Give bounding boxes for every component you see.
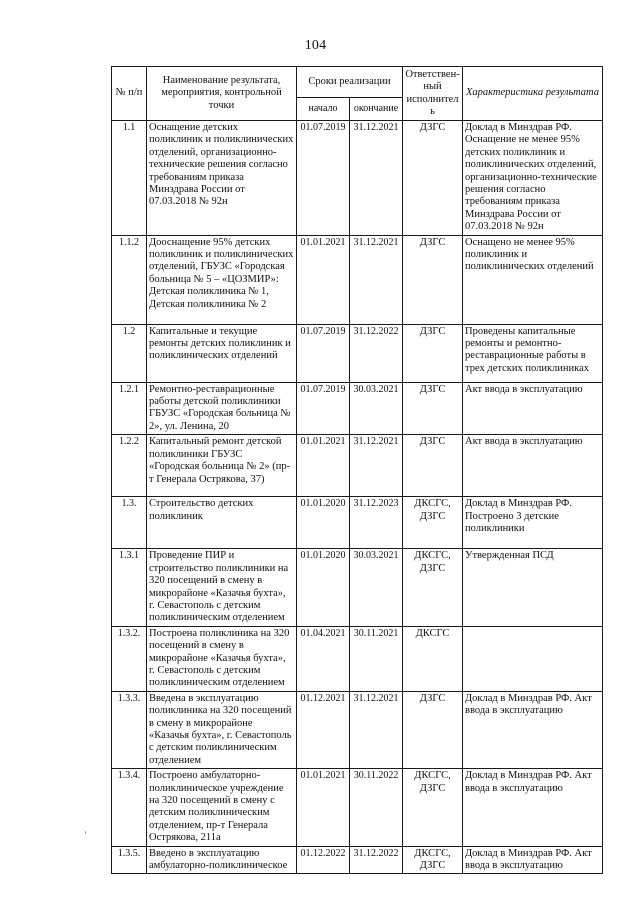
header-executor: Ответствен-ный исполнитель — [403, 67, 463, 121]
row-num: 1.3. — [112, 497, 147, 549]
row-start: 01.07.2019 — [297, 121, 350, 236]
row-result: Проведены капитальные ремонты и ремонтно-реставрационные работы в трех детских поликлиниках — [463, 324, 603, 382]
row-end: 31.12.2022 — [350, 846, 403, 874]
row-num: 1.3.1 — [112, 549, 147, 626]
margin-mark: ’ — [84, 830, 87, 840]
row-num: 1.2.2 — [112, 435, 147, 497]
row-num: 1.3.2. — [112, 626, 147, 691]
row-result: Доклад в Минздрав РФ. Акт ввода в эксплуатацию — [463, 691, 603, 768]
row-name: Введена в эксплуатацию поликлиника на 320 посещений в смену в микрорайоне «Казачья бухта», г. Севастополь с детским поликлиническим отделением — [147, 691, 297, 768]
table-row — [112, 626, 603, 691]
row-num: 1.2 — [112, 324, 147, 382]
table-row — [112, 846, 603, 874]
row-name: Введено в эксплуатацию амбулаторно-поликлиническое — [147, 846, 297, 874]
row-start: 01.01.2020 — [297, 497, 350, 549]
table-row — [112, 382, 603, 435]
row-name: Капитальный ремонт детской поликлиники ГБУЗС «Городская больница № 2» (пр-т Генерала Острякова, 37) — [147, 435, 297, 497]
row-name: Построено амбулаторно-поликлиническое учреждение на 320 посещений в смену с детским поликлиническим отделением, пр-т Генерала Острякова, 211а — [147, 769, 297, 846]
plan-table — [111, 66, 603, 874]
row-start: 01.01.2021 — [297, 769, 350, 846]
row-executor: ДКСГС, ДЗГС — [403, 497, 463, 549]
row-executor: ДЗГС — [403, 382, 463, 435]
row-end: 31.12.2021 — [350, 691, 403, 768]
row-name: Проведение ПИР и строительство поликлиники на 320 посещений в смену в микрорайоне «Казачья бухта», г. Севастополь с детским поликлиническим отделением — [147, 549, 297, 626]
row-result: Утвержденная ПСД — [463, 549, 603, 626]
table-row — [112, 769, 603, 846]
row-end: 31.12.2022 — [350, 324, 403, 382]
row-end: 30.03.2021 — [350, 382, 403, 435]
row-num: 1.1 — [112, 121, 147, 236]
row-end: 30.03.2021 — [350, 549, 403, 626]
row-start: 01.01.2021 — [297, 235, 350, 324]
table-row — [112, 497, 603, 549]
row-result: Доклад в Минздрав РФ. Акт ввода в эксплуатацию — [463, 769, 603, 846]
table-row — [112, 435, 603, 497]
header-result: Характеристика результата — [463, 67, 603, 121]
table-row — [112, 549, 603, 626]
row-name: Построена поликлиника на 320 посещений в смену в микрорайоне «Казачья бухта», г. Севастополь с детским поликлиническим отделением — [147, 626, 297, 691]
row-start: 01.07.2019 — [297, 324, 350, 382]
table-row — [112, 235, 603, 324]
row-executor: ДКСГС, ДЗГС — [403, 846, 463, 874]
row-end: 31.12.2021 — [350, 435, 403, 497]
row-end: 30.11.2021 — [350, 626, 403, 691]
row-num: 1.1.2 — [112, 235, 147, 324]
header-period: Сроки реализации — [297, 67, 403, 98]
header-num: № п/п — [112, 67, 147, 121]
row-num: 1.2.1 — [112, 382, 147, 435]
table-row — [112, 691, 603, 768]
row-start: 01.04.2021 — [297, 626, 350, 691]
row-start: 01.01.2020 — [297, 549, 350, 626]
row-executor: ДЗГС — [403, 235, 463, 324]
row-start: 01.12.2021 — [297, 691, 350, 768]
row-num: 1.3.3. — [112, 691, 147, 768]
header-end: окончание — [350, 98, 403, 121]
row-executor: ДЗГС — [403, 691, 463, 768]
row-result: Доклад в Минздрав РФ. Построено 3 детские поликлиники — [463, 497, 603, 549]
row-end: 30.11.2022 — [350, 769, 403, 846]
row-executor: ДКСГС, ДЗГС — [403, 769, 463, 846]
row-name: Строительство детских поликлиник — [147, 497, 297, 549]
row-result: Акт ввода в эксплуатацию — [463, 382, 603, 435]
row-num: 1.3.4. — [112, 769, 147, 846]
row-end: 31.12.2021 — [350, 121, 403, 236]
row-result: Доклад в Минздрав РФ. Оснащение не менее 95% детских поликлиник и поликлинических отделений, организационно-технические решения согласно требованиям приказа Минздрава России от 07.03.2018 № 92н — [463, 121, 603, 236]
row-name: Оснащение детских поликлиник и поликлинических отделений, организационно-технические решения согласно требованиям приказа Минздрава России от 07.03.2018 № 92н — [147, 121, 297, 236]
row-end: 31.12.2023 — [350, 497, 403, 549]
row-executor: ДЗГС — [403, 435, 463, 497]
row-name: Дооснащение 95% детских поликлиник и поликлинических отделений, ГБУЗС «Городская больница № 5 – «ЦОЗМИР»: Детская поликлиника № 1, Детская поликлиника № 2 — [147, 235, 297, 324]
row-executor: ДЗГС — [403, 121, 463, 236]
row-end: 31.12.2021 — [350, 235, 403, 324]
table-row — [112, 324, 603, 382]
row-executor: ДКСГС, ДЗГС — [403, 549, 463, 626]
row-result: Оснащено не менее 95% поликлиник и поликлинических отделений — [463, 235, 603, 324]
header-start: начало — [297, 98, 350, 121]
table-row — [112, 121, 603, 236]
header-name: Наименование результата, мероприятия, контрольной точки — [147, 67, 297, 121]
row-result: Акт ввода в эксплуатацию — [463, 435, 603, 497]
row-start: 01.01.2021 — [297, 435, 350, 497]
row-result — [463, 626, 603, 691]
row-name: Капитальные и текущие ремонты детских поликлиник и поликлинических отделений — [147, 324, 297, 382]
row-executor: ДЗГС — [403, 324, 463, 382]
row-result: Доклад в Минздрав РФ. Акт ввода в эксплуатацию — [463, 846, 603, 874]
page-number: 104 — [304, 38, 327, 53]
row-executor: ДКСГС — [403, 626, 463, 691]
row-start: 01.12.2022 — [297, 846, 350, 874]
row-start: 01.07.2019 — [297, 382, 350, 435]
row-num: 1.3.5. — [112, 846, 147, 874]
row-name: Ремонтно-реставрационные работы детской поликлиники ГБУЗС «Городская больница № 2», ул. Ленина, 20 — [147, 382, 297, 435]
